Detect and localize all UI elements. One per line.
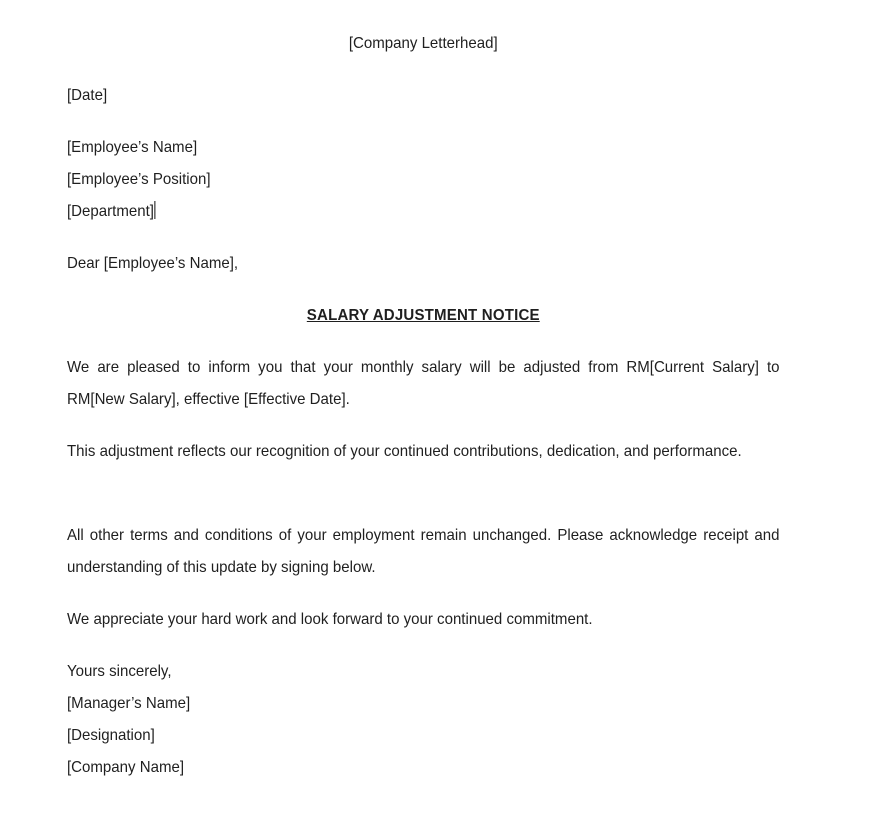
company-name: [Company Name] — [67, 759, 185, 776]
recipient-position: [Employee’s Position] — [67, 171, 211, 188]
body-paragraph-4: We appreciate your hard work and look forward to your continued commitment. — [67, 611, 593, 628]
recipient-department: [Department] — [67, 203, 154, 220]
letter-date: [Date] — [67, 87, 108, 104]
body-paragraph-1: We are pleased to inform you that your monthly salary will be adjusted from RM[Current Salary] to RM[New Salary], effective [Effective Date]. — [67, 359, 780, 408]
notice-title: SALARY ADJUSTMENT NOTICE — [306, 307, 540, 324]
manager-designation: [Designation] — [67, 727, 155, 744]
manager-name: [Manager’s Name] — [67, 695, 191, 712]
valediction: Yours sincerely, — [67, 663, 172, 680]
recipient-block — [67, 132, 211, 228]
text-cursor — [155, 201, 156, 219]
body-paragraph-2: This adjustment reflects our recognition of your continued contributions, dedication, and performance. — [67, 443, 742, 460]
recipient-name: [Employee’s Name] — [67, 139, 198, 156]
recipient-department-line[interactable] — [67, 196, 211, 228]
company-letterhead: [Company Letterhead] — [348, 35, 498, 52]
body-paragraph-3: All other terms and conditions of your employment remain unchanged. Please acknowledge receipt and understanding of this update by signing below. — [67, 527, 780, 576]
salutation: Dear [Employee’s Name], — [67, 255, 239, 272]
closing-block — [67, 656, 190, 784]
